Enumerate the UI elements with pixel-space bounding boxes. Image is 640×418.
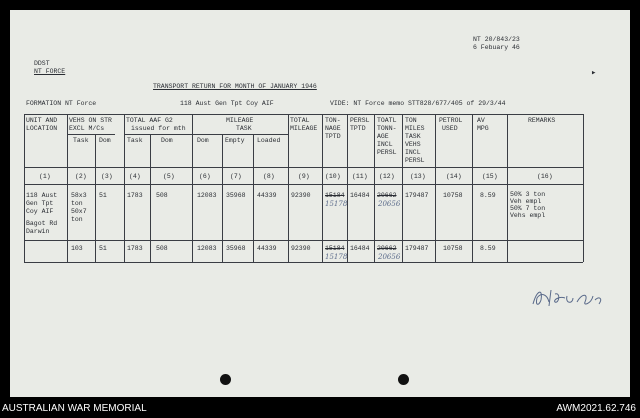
column-number: (11) xyxy=(352,173,368,180)
document-page xyxy=(10,10,630,397)
column-header: LOCATION xyxy=(26,125,58,132)
mileage-loaded-cell: 44339 xyxy=(257,192,277,199)
column-header: PERSL xyxy=(350,117,370,124)
table-bottom-rule xyxy=(24,262,583,263)
subhead-dom: Dom xyxy=(99,137,111,144)
column-header: TOATL xyxy=(377,117,397,124)
column-header: VEHS xyxy=(405,141,421,148)
column-header: MPG xyxy=(477,125,489,132)
totals-rule xyxy=(24,240,583,241)
ton-miles-cell: 179487 xyxy=(405,192,429,199)
column-header: TASK xyxy=(405,133,421,140)
col-line xyxy=(435,114,436,262)
column-header: INCL xyxy=(377,141,393,148)
mpg-cell: 8.59 xyxy=(480,192,496,199)
total-total-mileage-cell: 92390 xyxy=(291,245,311,252)
col-line xyxy=(288,114,289,262)
column-number: (1) xyxy=(39,173,51,180)
column-header: MILES xyxy=(405,125,425,132)
column-header: NAGE xyxy=(325,125,341,132)
unit-cell: 118 Aust xyxy=(26,192,58,199)
column-header: MILEAGE xyxy=(226,117,254,124)
col-line xyxy=(24,114,25,262)
total-total-tonnage-cell: 20662 xyxy=(377,245,397,252)
unit-cell: Coy AIF xyxy=(26,208,54,215)
col-line xyxy=(222,134,223,262)
dom-vehs-cell: 51 xyxy=(99,192,107,199)
column-header: AGE xyxy=(377,133,389,140)
document-date: 6 Febuary 46 xyxy=(473,44,520,51)
column-number: (14) xyxy=(446,173,462,180)
column-header: AV xyxy=(477,117,485,124)
vehs-cell: ton xyxy=(71,216,83,223)
header-bottom-rule xyxy=(24,167,583,168)
remarks-cell: Veh empl xyxy=(510,198,542,205)
subhead-dom: Dom xyxy=(197,137,209,144)
column-header: REMARKS xyxy=(528,117,556,124)
column-header: TON- xyxy=(325,117,341,124)
column-header: MILEAGE xyxy=(290,125,318,132)
total-mileage-empty-cell: 35968 xyxy=(226,245,246,252)
total-total-tonnage-correction: 20656 xyxy=(378,253,401,261)
col-line xyxy=(583,114,584,262)
col-line xyxy=(322,114,323,262)
unit-cell: Gen Tpt xyxy=(26,200,54,207)
vehs-cell: ton xyxy=(71,200,83,207)
col-line xyxy=(253,134,254,262)
file-reference: NT 20/843/23 xyxy=(473,36,520,43)
subhead-loaded: Loaded xyxy=(257,137,281,144)
mileage-dom-cell: 12083 xyxy=(197,192,217,199)
column-header: TOTAL xyxy=(290,117,310,124)
footer-institution: AUSTRALIAN WAR MEMORIAL xyxy=(2,403,147,414)
total-persl-cell: 16484 xyxy=(350,245,370,252)
total-tonnage-cell: 15184 xyxy=(325,245,345,252)
petrol-cell: 10758 xyxy=(443,192,463,199)
column-header: PETROL xyxy=(439,117,463,124)
column-header: UNIT AND xyxy=(26,117,58,124)
column-header: TASK xyxy=(236,125,252,132)
column-header: issued for mth xyxy=(131,125,186,132)
col-line xyxy=(402,114,403,262)
column-number: (3) xyxy=(101,173,113,180)
column-number: (9) xyxy=(298,173,310,180)
column-number: (8) xyxy=(263,173,275,180)
col-line xyxy=(472,114,473,262)
column-header: PERSL xyxy=(377,149,397,156)
binding-hole xyxy=(398,374,409,385)
signature xyxy=(529,282,609,312)
total-tonnage-correction: 20656 xyxy=(378,200,401,208)
column-header: PERSL xyxy=(405,157,425,164)
column-header: EXCL M/Cs xyxy=(69,125,105,132)
column-header: USED xyxy=(442,125,458,132)
footer-accession-number: AWM2021.62.746 xyxy=(556,403,636,414)
location-cell: Darwin xyxy=(26,228,50,235)
margin-mark: ▸ xyxy=(591,68,597,78)
col-line xyxy=(67,114,68,262)
col-line xyxy=(150,134,151,262)
col-line xyxy=(507,114,508,262)
total-petrol-cell: 10758 xyxy=(443,245,463,252)
total-vehs-cell: 103 xyxy=(71,245,83,252)
subhead-task: Task xyxy=(73,137,89,144)
column-header: TPTD xyxy=(350,125,366,132)
tonnage-cell: 15184 xyxy=(325,192,345,199)
column-number: (7) xyxy=(230,173,242,180)
column-header: TONN- xyxy=(377,125,397,132)
formation-label: FORMATION NT Force xyxy=(26,100,97,107)
vide-reference: VIDE: NT Force memo STT828/677/405 of 29/3/44 xyxy=(330,100,506,107)
column-number: (5) xyxy=(163,173,175,180)
col-line xyxy=(347,114,348,262)
column-number: (4) xyxy=(129,173,141,180)
col-line xyxy=(374,114,375,262)
vehs-cell: 58x3 xyxy=(71,192,87,199)
vehs-subrule xyxy=(67,134,115,135)
mileage-subrule xyxy=(192,134,288,135)
addressee-ddst: DDST xyxy=(34,60,50,67)
total-tonnage-cell: 20662 xyxy=(377,192,397,199)
subhead-task: Task xyxy=(127,137,143,144)
total-aaf-task-cell: 1783 xyxy=(127,245,143,252)
column-header: VEHS ON STR xyxy=(69,117,112,124)
col-line xyxy=(192,114,193,262)
number-row-rule xyxy=(24,184,583,185)
vehs-cell: 50x7 xyxy=(71,208,87,215)
tonnage-correction: 15178 xyxy=(325,200,348,208)
column-header: TON xyxy=(405,117,417,124)
column-number: (2) xyxy=(75,173,87,180)
remarks-cell: Vehs empl xyxy=(510,212,546,219)
column-header: INCL xyxy=(405,149,421,156)
total-mileage-cell: 92390 xyxy=(291,192,311,199)
subhead-empty: Empty xyxy=(225,137,245,144)
column-number: (15) xyxy=(482,173,498,180)
total-dom-vehs-cell: 51 xyxy=(99,245,107,252)
aaf-subrule xyxy=(124,134,192,135)
unit-name: 118 Aust Gen Tpt Coy AIF xyxy=(180,100,274,107)
persl-cell: 16484 xyxy=(350,192,370,199)
remarks-cell: 50% 7 ton xyxy=(510,205,546,212)
binding-hole xyxy=(220,374,231,385)
total-aaf-dom-cell: 508 xyxy=(156,245,168,252)
addressee-nt-force: NT FORCE xyxy=(34,68,66,75)
total-mileage-dom-cell: 12083 xyxy=(197,245,217,252)
column-number: (12) xyxy=(379,173,395,180)
table-top-rule xyxy=(24,114,583,115)
aaf-task-cell: 1783 xyxy=(127,192,143,199)
column-number: (13) xyxy=(410,173,426,180)
col-line xyxy=(124,114,125,262)
column-number: (10) xyxy=(325,173,341,180)
column-header: TOTAL AAF G2 xyxy=(126,117,173,124)
location-cell: Bagot Rd xyxy=(26,220,58,227)
mileage-empty-cell: 35968 xyxy=(226,192,246,199)
aaf-dom-cell: 508 xyxy=(156,192,168,199)
remarks-cell: 50% 3 ton xyxy=(510,191,546,198)
col-line xyxy=(95,134,96,262)
total-mpg-cell: 8.59 xyxy=(480,245,496,252)
column-header: TPTD xyxy=(325,133,341,140)
total-tonnage-correction: 15178 xyxy=(325,253,348,261)
column-number: (6) xyxy=(199,173,211,180)
subhead-dom: Dom xyxy=(161,137,173,144)
column-number: (16) xyxy=(537,173,553,180)
total-mileage-loaded-cell: 44339 xyxy=(257,245,277,252)
total-ton-miles-cell: 179487 xyxy=(405,245,429,252)
document-title: TRANSPORT RETURN FOR MONTH OF JANUARY 1946 xyxy=(153,83,317,90)
